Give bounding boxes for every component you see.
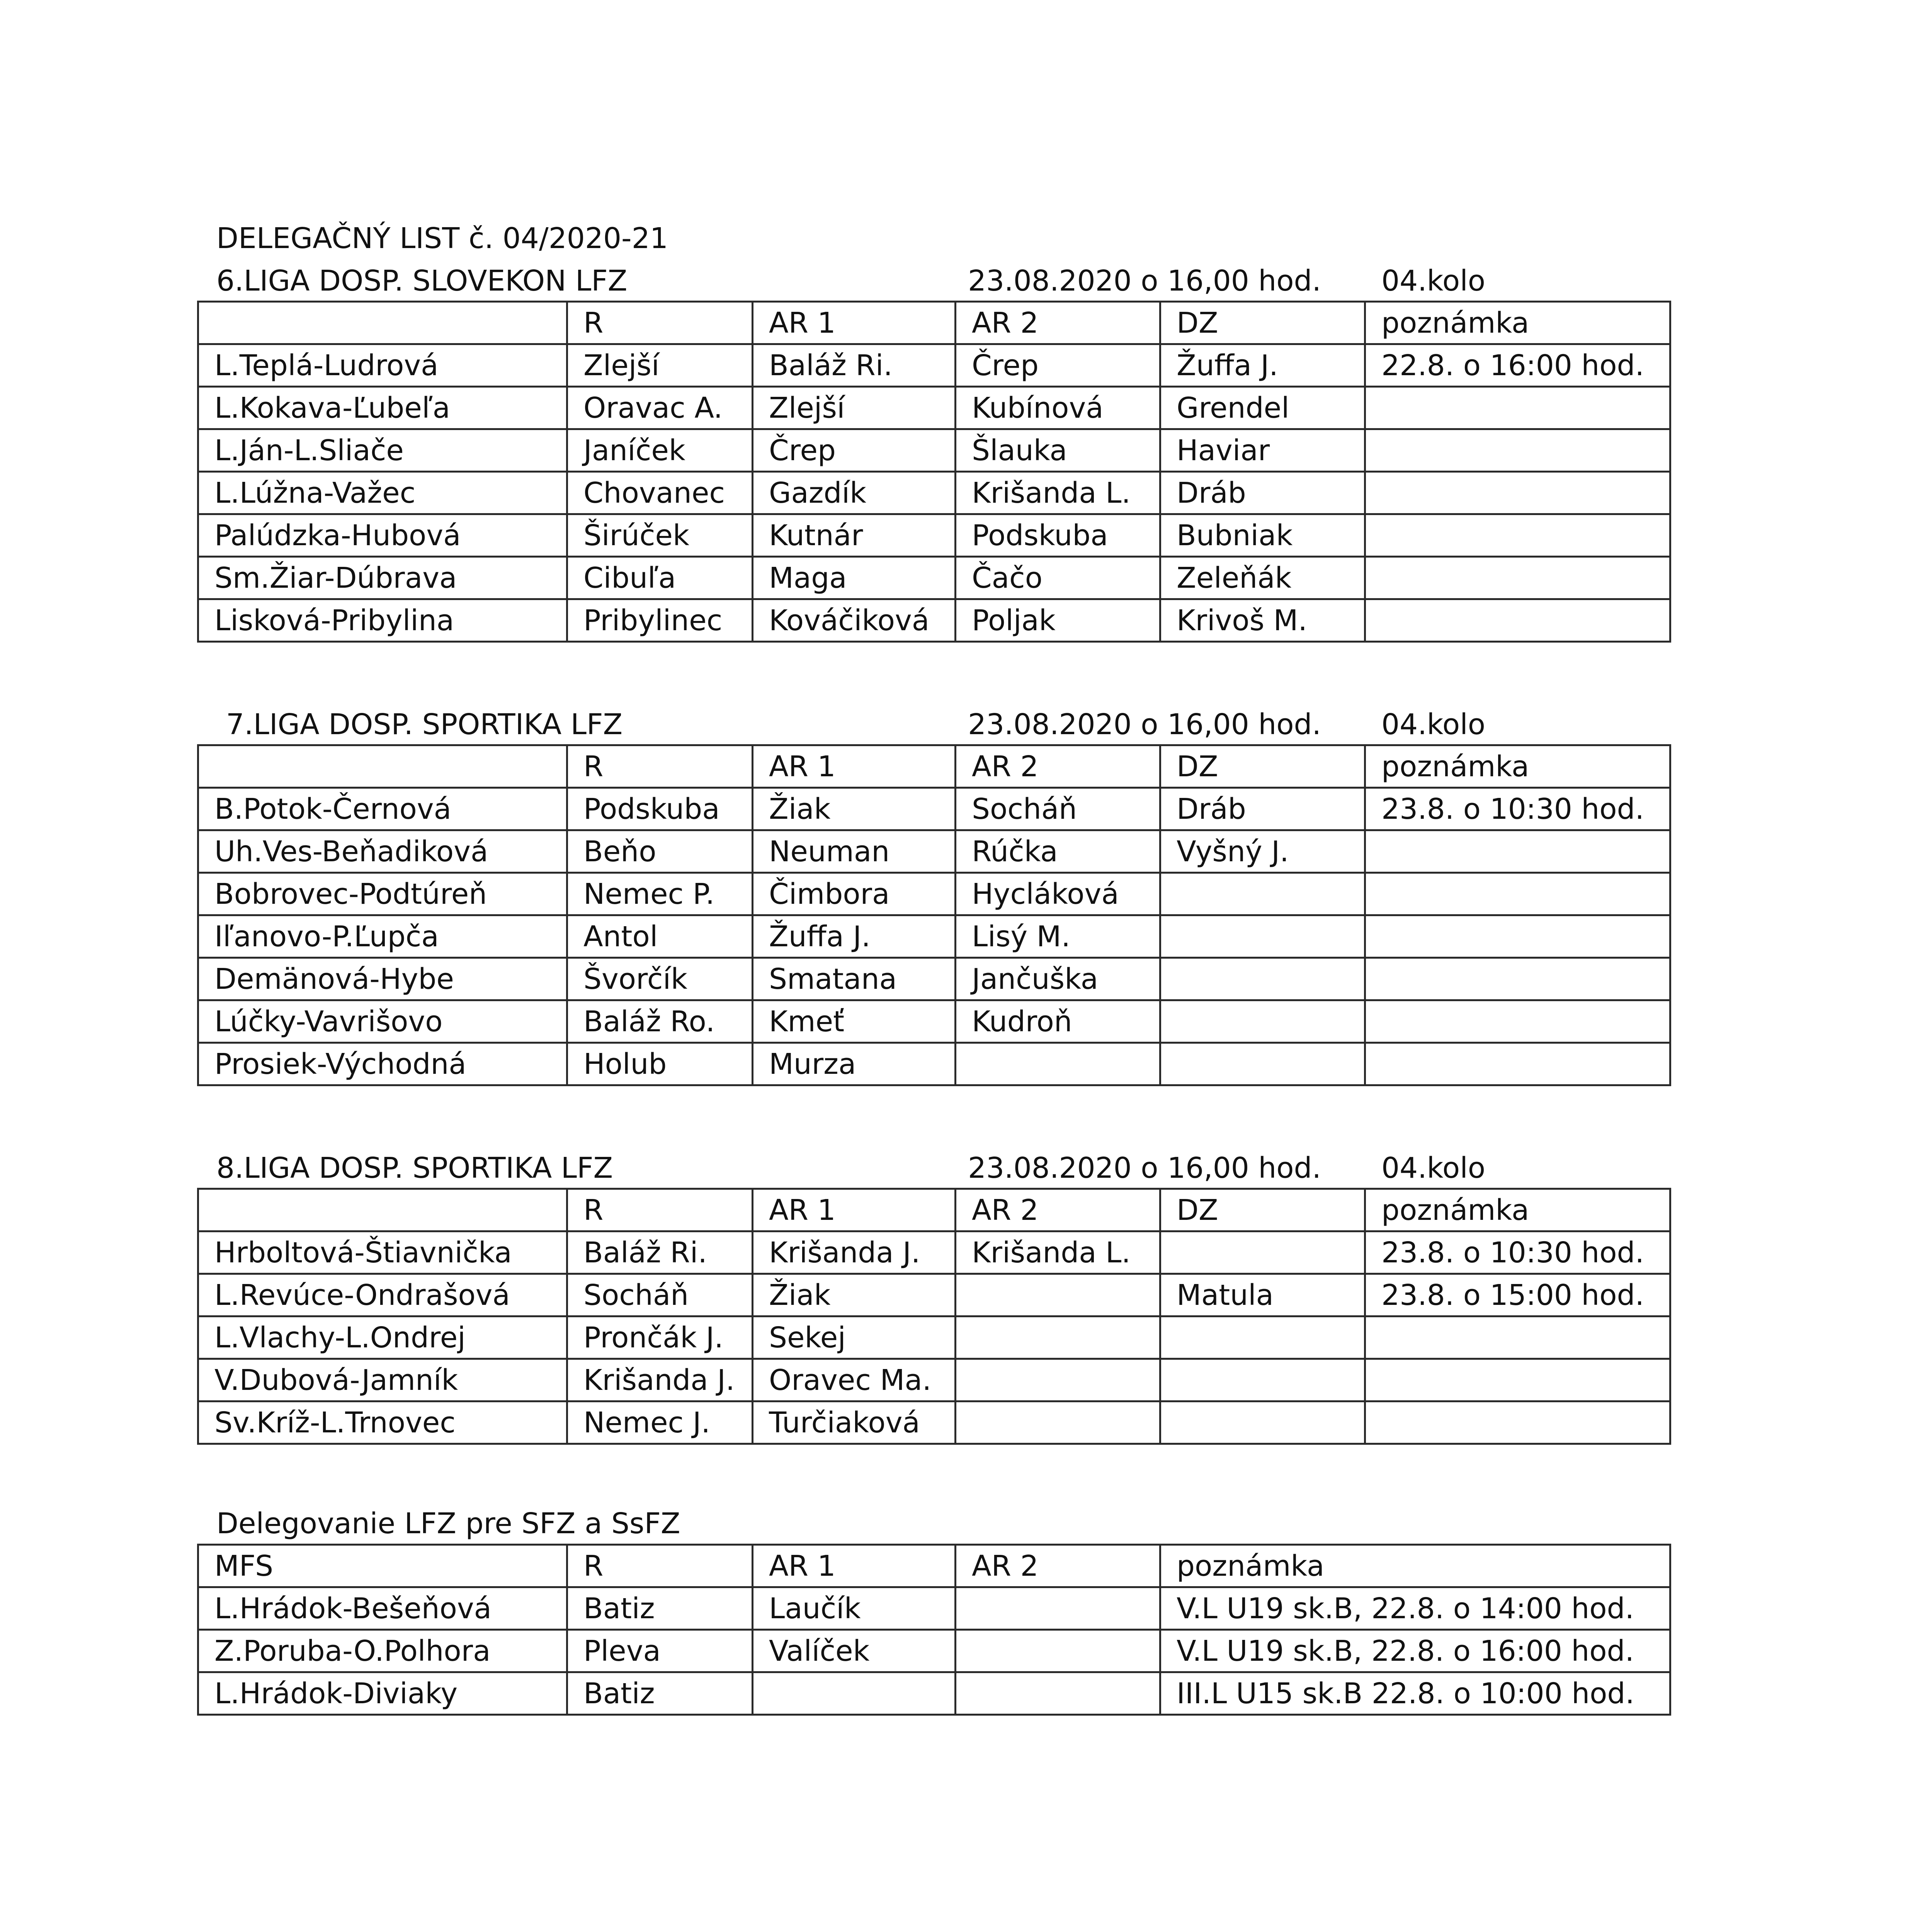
cell-dz: Haviar (1160, 429, 1365, 472)
league-6-date: 23.08.2020 o 16,00 hod. (968, 264, 1321, 298)
cell-note (1365, 958, 1670, 1000)
table-row (198, 915, 1670, 958)
column-header-referee: R (567, 745, 753, 788)
league-7-round: 04.kolo (1381, 708, 1486, 741)
cell-match: L.Kokava-Ľubeľa (198, 387, 567, 429)
column-header-ar1: AR 1 (753, 1189, 956, 1231)
cell-ar1: Smatana (753, 958, 956, 1000)
cell-referee: Širúček (567, 514, 753, 557)
cell-note (1365, 1316, 1670, 1359)
cell-note (1365, 1401, 1670, 1444)
cell-dz: Dráb (1160, 472, 1365, 514)
cell-ar1: Neuman (753, 830, 956, 873)
cell-referee: Antol (567, 915, 753, 958)
cell-ar1: Maga (753, 557, 956, 599)
cell-referee: Podskuba (567, 788, 753, 830)
cell-ar1: Gazdík (753, 472, 956, 514)
cell-ar2: Krišanda L. (956, 472, 1160, 514)
cell-dz: Grendel (1160, 387, 1365, 429)
league-8-table (197, 1188, 1671, 1445)
table-row (198, 1231, 1670, 1274)
cell-match: Sm.Žiar-Dúbrava (198, 557, 567, 599)
cell-note (1365, 514, 1670, 557)
league-6-table-body (198, 302, 1670, 642)
document-title: DELEGAČNÝ LIST č. 04/2020-21 (216, 222, 668, 255)
table-row (198, 788, 1670, 830)
cell-ar2: Lisý M. (956, 915, 1160, 958)
league-8-heading: 8.LIGA DOSP. SPORTIKA LFZ (216, 1151, 613, 1185)
cell-dz (1160, 1043, 1365, 1085)
cell-dz (1160, 1359, 1365, 1401)
cell-referee: Holub (567, 1043, 753, 1085)
cell-note: 23.8. o 10:30 hod. (1365, 788, 1670, 830)
cell-referee: Batiz (567, 1672, 753, 1715)
league-8-round: 04.kolo (1381, 1151, 1486, 1185)
table-row (198, 344, 1670, 387)
cell-note (1365, 387, 1670, 429)
cell-ar1: Žiak (753, 1274, 956, 1316)
cell-note (1365, 830, 1670, 873)
cell-match: V.Dubová-Jamník (198, 1359, 567, 1401)
cell-dz: Žuffa J. (1160, 344, 1365, 387)
cell-ar1: Črep (753, 429, 956, 472)
cell-ar1 (753, 1672, 956, 1715)
league-6-heading: 6.LIGA DOSP. SLOVEKON LFZ (216, 264, 628, 298)
cell-ar2: Jančuška (956, 958, 1160, 1000)
cell-referee: Nemec J. (567, 1401, 753, 1444)
column-header-note: poznámka (1160, 1545, 1670, 1587)
cell-match: B.Potok-Černová (198, 788, 567, 830)
column-header-note: poznámka (1365, 745, 1670, 788)
cell-ar1: Žuffa J. (753, 915, 956, 958)
cell-note (1365, 599, 1670, 642)
column-header-referee: R (567, 1545, 753, 1587)
cell-dz: Krivoš M. (1160, 599, 1365, 642)
cell-ar2 (956, 1043, 1160, 1085)
cell-note: 23.8. o 10:30 hod. (1365, 1231, 1670, 1274)
column-header-match (198, 1189, 567, 1231)
column-header-ar1: AR 1 (753, 302, 956, 344)
cell-dz (1160, 1316, 1365, 1359)
cell-referee: Nemec P. (567, 873, 753, 915)
cell-ar1: Kutnár (753, 514, 956, 557)
cell-note: V.L U19 sk.B, 22.8. o 14:00 hod. (1160, 1587, 1670, 1630)
cell-ar2 (956, 1587, 1160, 1630)
cell-ar2: Podskuba (956, 514, 1160, 557)
cell-referee: Chovanec (567, 472, 753, 514)
cell-referee: Baláž Ri. (567, 1231, 753, 1274)
table-row (198, 958, 1670, 1000)
cell-ar1: Zlejší (753, 387, 956, 429)
cell-ar2: Šlauka (956, 429, 1160, 472)
cell-ar2: Poljak (956, 599, 1160, 642)
cell-match: L.Ján-L.Sliače (198, 429, 567, 472)
table-row (198, 599, 1670, 642)
table-row (198, 514, 1670, 557)
cell-match: Lisková-Pribylina (198, 599, 567, 642)
cell-note (1365, 873, 1670, 915)
table-row (198, 1316, 1670, 1359)
cell-ar1: Turčiaková (753, 1401, 956, 1444)
cell-match: Bobrovec-Podtúreň (198, 873, 567, 915)
table-row (198, 472, 1670, 514)
cell-referee: Zlejší (567, 344, 753, 387)
table-header-row (198, 302, 1670, 344)
cell-dz (1160, 1000, 1365, 1043)
table-row (198, 1630, 1670, 1672)
cell-referee: Baláž Ro. (567, 1000, 753, 1043)
cell-ar1: Valíček (753, 1630, 956, 1672)
column-header-dz: DZ (1160, 1189, 1365, 1231)
cell-referee: Pribylinec (567, 599, 753, 642)
cell-dz: Vyšný J. (1160, 830, 1365, 873)
cell-dz (1160, 1401, 1365, 1444)
cell-dz: Bubniak (1160, 514, 1365, 557)
delegation-table-body (198, 1545, 1670, 1715)
cell-mfs: Z.Poruba-O.Polhora (198, 1630, 567, 1672)
cell-ar1: Krišanda J. (753, 1231, 956, 1274)
table-row (198, 1043, 1670, 1085)
cell-ar2 (956, 1401, 1160, 1444)
table-row (198, 1672, 1670, 1715)
cell-dz: Zeleňák (1160, 557, 1365, 599)
cell-note (1365, 1043, 1670, 1085)
cell-dz: Matula (1160, 1274, 1365, 1316)
table-row (198, 1587, 1670, 1630)
table-header-row (198, 745, 1670, 788)
cell-ar1: Laučík (753, 1587, 956, 1630)
cell-dz (1160, 873, 1365, 915)
column-header-mfs: MFS (198, 1545, 567, 1587)
cell-referee: Prončák J. (567, 1316, 753, 1359)
cell-mfs: L.Hrádok-Bešeňová (198, 1587, 567, 1630)
league-6-table (197, 301, 1671, 643)
column-header-ar2: AR 2 (956, 1189, 1160, 1231)
cell-ar2 (956, 1274, 1160, 1316)
cell-ar1: Čimbora (753, 873, 956, 915)
cell-dz (1160, 1231, 1365, 1274)
cell-match: Prosiek-Východná (198, 1043, 567, 1085)
cell-ar2: Čačo (956, 557, 1160, 599)
cell-ar2: Črep (956, 344, 1160, 387)
cell-ar2 (956, 1672, 1160, 1715)
column-header-dz: DZ (1160, 745, 1365, 788)
delegation-table (197, 1544, 1671, 1716)
cell-referee: Oravac A. (567, 387, 753, 429)
league-7-date: 23.08.2020 o 16,00 hod. (968, 708, 1321, 741)
table-row (198, 1401, 1670, 1444)
cell-match: Hrboltová-Štiavnička (198, 1231, 567, 1274)
cell-ar1: Sekej (753, 1316, 956, 1359)
cell-ar2 (956, 1316, 1160, 1359)
cell-dz (1160, 958, 1365, 1000)
column-header-dz: DZ (1160, 302, 1365, 344)
cell-note (1365, 915, 1670, 958)
cell-dz: Dráb (1160, 788, 1365, 830)
cell-ar1: Oravec Ma. (753, 1359, 956, 1401)
table-row (198, 1359, 1670, 1401)
table-row (198, 1000, 1670, 1043)
cell-note (1365, 557, 1670, 599)
cell-note: 22.8. o 16:00 hod. (1365, 344, 1670, 387)
column-header-match (198, 302, 567, 344)
cell-ar2: Kudroň (956, 1000, 1160, 1043)
cell-note: 23.8. o 15:00 hod. (1365, 1274, 1670, 1316)
cell-ar1: Kováčiková (753, 599, 956, 642)
cell-referee: Janíček (567, 429, 753, 472)
cell-match: Demänová-Hybe (198, 958, 567, 1000)
column-header-referee: R (567, 1189, 753, 1231)
column-header-note: poznámka (1365, 1189, 1670, 1231)
table-row (198, 830, 1670, 873)
cell-ar2: Krišanda L. (956, 1231, 1160, 1274)
league-8-table-body (198, 1189, 1670, 1444)
table-row (198, 387, 1670, 429)
cell-match: L.Lúžna-Važec (198, 472, 567, 514)
cell-referee: Socháň (567, 1274, 753, 1316)
cell-match: Palúdzka-Hubová (198, 514, 567, 557)
cell-match: L.Vlachy-L.Ondrej (198, 1316, 567, 1359)
cell-ar1: Baláž Ri. (753, 344, 956, 387)
cell-note (1365, 429, 1670, 472)
cell-referee: Krišanda J. (567, 1359, 753, 1401)
cell-ar2 (956, 1630, 1160, 1672)
league-6-round: 04.kolo (1381, 264, 1486, 298)
cell-note (1365, 472, 1670, 514)
table-row (198, 1274, 1670, 1316)
cell-referee: Beňo (567, 830, 753, 873)
table-header-row (198, 1545, 1670, 1587)
column-header-match (198, 745, 567, 788)
cell-ar1: Žiak (753, 788, 956, 830)
cell-note (1365, 1000, 1670, 1043)
cell-referee: Cibuľa (567, 557, 753, 599)
cell-referee: Pleva (567, 1630, 753, 1672)
column-header-ar2: AR 2 (956, 302, 1160, 344)
table-row (198, 873, 1670, 915)
column-header-ar1: AR 1 (753, 745, 956, 788)
cell-referee: Batiz (567, 1587, 753, 1630)
league-8-date: 23.08.2020 o 16,00 hod. (968, 1151, 1321, 1185)
cell-match: L.Teplá-Ludrová (198, 344, 567, 387)
cell-referee: Švorčík (567, 958, 753, 1000)
cell-mfs: L.Hrádok-Diviaky (198, 1672, 567, 1715)
cell-note: V.L U19 sk.B, 22.8. o 16:00 hod. (1160, 1630, 1670, 1672)
cell-ar2: Rúčka (956, 830, 1160, 873)
cell-match: Lúčky-Vavrišovo (198, 1000, 567, 1043)
delegation-heading: Delegovanie LFZ pre SFZ a SsFZ (216, 1507, 680, 1540)
cell-match: Uh.Ves-Beňadiková (198, 830, 567, 873)
table-row (198, 557, 1670, 599)
league-7-table-body (198, 745, 1670, 1085)
table-header-row (198, 1189, 1670, 1231)
league-7-table (197, 744, 1671, 1086)
cell-match: L.Revúce-Ondrašová (198, 1274, 567, 1316)
cell-ar2: Kubínová (956, 387, 1160, 429)
cell-ar2: Hycláková (956, 873, 1160, 915)
column-header-referee: R (567, 302, 753, 344)
column-header-note: poznámka (1365, 302, 1670, 344)
cell-ar1: Murza (753, 1043, 956, 1085)
cell-match: Iľanovo-P.Ľupča (198, 915, 567, 958)
league-7-heading: 7.LIGA DOSP. SPORTIKA LFZ (226, 708, 623, 741)
column-header-ar2: AR 2 (956, 745, 1160, 788)
cell-note (1365, 1359, 1670, 1401)
column-header-ar1: AR 1 (753, 1545, 956, 1587)
cell-note: III.L U15 sk.B 22.8. o 10:00 hod. (1160, 1672, 1670, 1715)
column-header-ar2: AR 2 (956, 1545, 1160, 1587)
cell-dz (1160, 915, 1365, 958)
cell-ar1: Kmeť (753, 1000, 956, 1043)
cell-ar2 (956, 1359, 1160, 1401)
cell-ar2: Socháň (956, 788, 1160, 830)
table-row (198, 429, 1670, 472)
cell-match: Sv.Kríž-L.Trnovec (198, 1401, 567, 1444)
